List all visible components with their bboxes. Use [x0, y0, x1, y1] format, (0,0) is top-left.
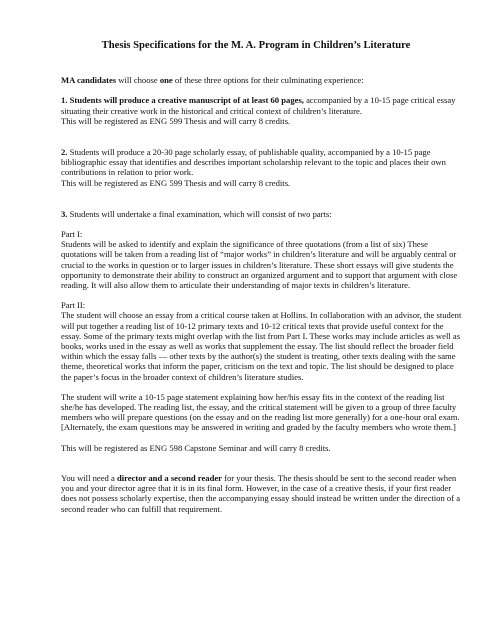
option-3-text: Students will undertake a final examination, which will consist of two parts: [67, 208, 332, 219]
option-2-register: This will be registered as ENG 599 Thesis and will carry 8 credits. [61, 177, 291, 188]
option-1-text: accompanied by a 10-15 page critical essay situating their creative work in the historical and critical context of children’s literature. [61, 95, 456, 116]
part-2-heading: Part II: [61, 300, 86, 311]
option-2-paragraph [61, 147, 463, 178]
intro-bold-one: one [159, 75, 173, 86]
reader-text-2: for your thesis. The thesis should be sent to the second reader when you and your director agree that it is in its final form. However, in the case of a creative thesis, if your first reader does not possess scholarly expertise, then the accompanying essay should instead be written under the direction of a second reader who can fulfill that requirement. [61, 472, 461, 514]
option-1-paragraph [61, 95, 463, 115]
option-2-number: 2. [61, 147, 68, 158]
part-1-heading: Part I: [61, 229, 83, 240]
intro-text-2: of these three options for their culminating experience: [172, 75, 364, 86]
part-2-text: The student will choose an essay from a critical course taken at Hollins. In collaboration with an advisor, the student will put together a reading list of 10-12 primary texts and 10-12 critical texts that provide useful context for the essay. Some of the primary texts might overlap with the list from Part I. These works may include articles as well as books, works used in the essay as well as works that supplement the essay. The list should reflect the broader field within which the essay falls — other texts by the author(s) the student is treating, other texts dealing with the same theme, theoretical works that inform the paper, criticism on the text and topic. The list should be designed to place the paper’s focus in the broader context of children’s literature studies. [61, 310, 462, 382]
part-2-statement: The student will write a 10-15 page statement explaining how her/his essay fits in the context of the reading list she/he has developed. The reading list, the essay, and the critical statement will be given to a group of three faculty members who will prepare questions (on the essay and on the reading list more generally) for a one-hour oral exam. [Alternately, the exam questions may be answered in writing and graded by the faculty members who wrote them.] [61, 391, 460, 433]
reader-text-1: You will need a [61, 472, 117, 483]
intro-text-1: will choose [116, 75, 160, 86]
option-1-number: 1. [61, 95, 68, 106]
option-1-bold: Students will produce a creative manuscript of at least 60 pages, [67, 95, 304, 106]
option-2-text: Students will produce a 20-30 page scholarly essay, of publishable quality, accompanied by a 10-15 page bibliographic essay that identifies and describes important scholarship relevant to the topic and places their own contributions in relation to prior work. [61, 147, 446, 178]
option-3-paragraph [61, 209, 463, 219]
intro-lead-bold: MA candidates [61, 75, 117, 86]
page-title: Thesis Specifications for the M. A. Program in Children’s Literature [101, 40, 411, 51]
reader-paragraph [61, 473, 463, 514]
part-1-text: Students will be asked to identify and explain the significance of three quotations (from a list of six) These quotations will be taken from a reading list of “major works” in children’s literature and will be arguably central or crucial to the works in question or to larger issues in children’s literature. These short essays will give students the opportunity to demonstrate their ability to construct an organized argument and to support that argument with close reading. It will also allow them to articulate their understanding of major texts in children’s literature. [61, 239, 458, 291]
option-3-number: 3. [61, 208, 68, 219]
intro-paragraph [61, 75, 463, 85]
part-2-register: This will be registered as ENG 598 Capstone Seminar and will carry 8 credits. [61, 442, 331, 453]
option-1-register: This will be registered as ENG 599 Thesis and will carry 8 credits. [61, 115, 291, 126]
reader-bold: director and a second reader [116, 472, 222, 483]
